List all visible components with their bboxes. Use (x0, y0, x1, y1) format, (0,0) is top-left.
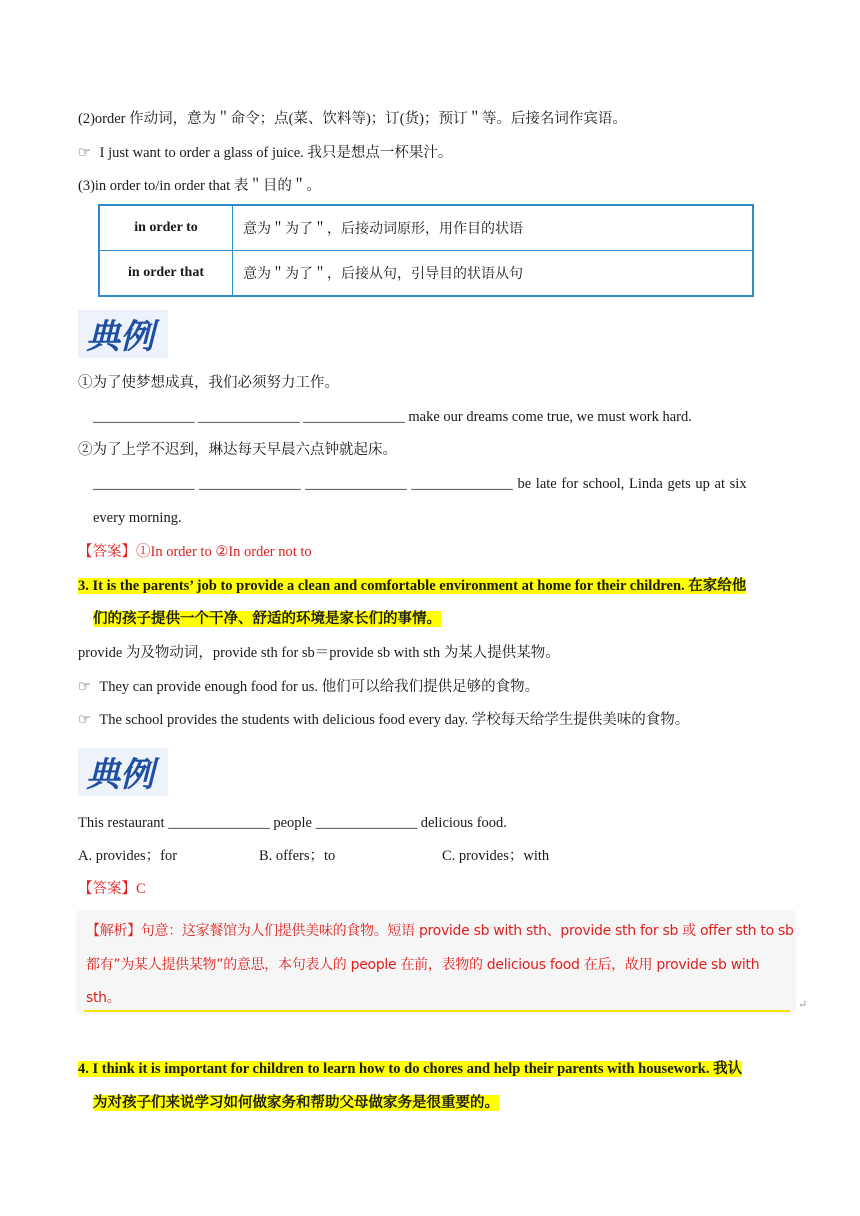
analysis-line-2: 都有”为某人提供某物”的意思，本句表人的 people 在前，表物的 delicious food 在后，故用 provide sb with (86, 957, 760, 973)
svg-text:典例: 典例 (86, 755, 154, 795)
exercise2-question: This restaurant ______________ people ______________ delicious food. (78, 815, 507, 831)
table-key-cell: in order that (99, 251, 233, 297)
provide-example-2-text: The school provides the students with delicious food every day. 学校每天给学生提供美味的食物。 (99, 712, 690, 728)
example-badge-logo (78, 310, 168, 358)
order-example (78, 142, 452, 164)
provide-example-1-text: They can provide enough food for us. 他们可以给我们提供足够的食物。 (99, 679, 540, 695)
analysis-box (78, 912, 794, 1012)
table-desc-cell: 意为＂为了＂，后接动词原形，用作目的状语 (233, 205, 754, 251)
table-desc-cell: 意为＂为了＂，后接从句，引导目的状语从句 (233, 251, 754, 297)
point4-highlight-1: 4. I think it is important for children to learn how to do chores and help their parents with housework. 我认 (78, 1061, 743, 1077)
analysis-line-3: sth。 (86, 990, 121, 1006)
table-key-cell: in order to (99, 205, 233, 251)
paragraph-mark-icon: ↵ (798, 999, 808, 1011)
order-verb-heading: (2)order 作动词，意为＂命令；点(菜、饮料等)；订(货)；预订＂等。后接名词作宾语。 (78, 111, 627, 127)
exercise1-q2-english: ______________ ______________ ______________ ______________ be late for school, Linda gets up at six (93, 476, 747, 492)
point3-highlight-2: 们的孩子提供一个干净、舒适的环境是家长们的事情。 (93, 611, 441, 627)
analysis-line-1: 【解析】句意：这家餐馆为人们提供美味的食物。短语 provide sb with sth、provide sth for sb 或 offer sth to sb (86, 923, 794, 939)
exercise1-q2-english-cont: every morning. (93, 510, 182, 526)
provide-note: provide 为及物动词，provide sth for sb＝provide sb with sth 为某人提供某物。 (78, 645, 560, 661)
exercise1-answer: 【答案】①In order to ②In order not to (78, 544, 312, 560)
analysis-underline (84, 1010, 790, 1012)
pointing-hand-icon: ☞ (78, 712, 91, 728)
exercise2-option-b: B. offers；to (259, 848, 336, 864)
svg-text:典例: 典例 (86, 317, 154, 357)
exercise1-q2-chinese: ②为了上学不迟到，琳达每天早晨六点钟就起床。 (78, 442, 397, 458)
point4-highlight-2: 为对孩子们来说学习如何做家务和帮助父母做家务是很重要的。 (93, 1095, 499, 1111)
point3-sentence-line1 (78, 575, 746, 597)
exercise2-option-c: C. provides；with (442, 848, 550, 864)
table-row (99, 205, 753, 251)
provide-example-1 (78, 676, 539, 698)
pointing-hand-icon: ☞ (78, 679, 91, 695)
example-badge-logo (78, 748, 168, 796)
provide-example-2 (78, 709, 689, 731)
exercise1-q1-chinese: ①为了使梦想成真，我们必须努力工作。 (78, 375, 339, 391)
pointing-hand-icon: ☞ (78, 145, 91, 161)
exercise2-option-a: A. provides；for (78, 848, 178, 864)
exercise2-answer: 【答案】C (78, 881, 146, 897)
in-order-table (98, 204, 754, 297)
order-example-text: I just want to order a glass of juice. 我只是想点一杯果汁。 (99, 145, 453, 161)
point4-sentence-line1 (78, 1058, 742, 1080)
point4-sentence-line2 (93, 1092, 499, 1114)
in-order-heading: (3)in order to/in order that 表＂目的＂。 (78, 178, 321, 194)
point3-sentence-line2 (93, 608, 441, 630)
table-row (99, 251, 753, 297)
exercise1-q1-english: ______________ ______________ ______________ make our dreams come true, we must work hard. (93, 409, 692, 425)
point3-highlight-1: 3. It is the parents’ job to provide a clean and comfortable environment at home for their children. 在家给他 (78, 578, 747, 594)
